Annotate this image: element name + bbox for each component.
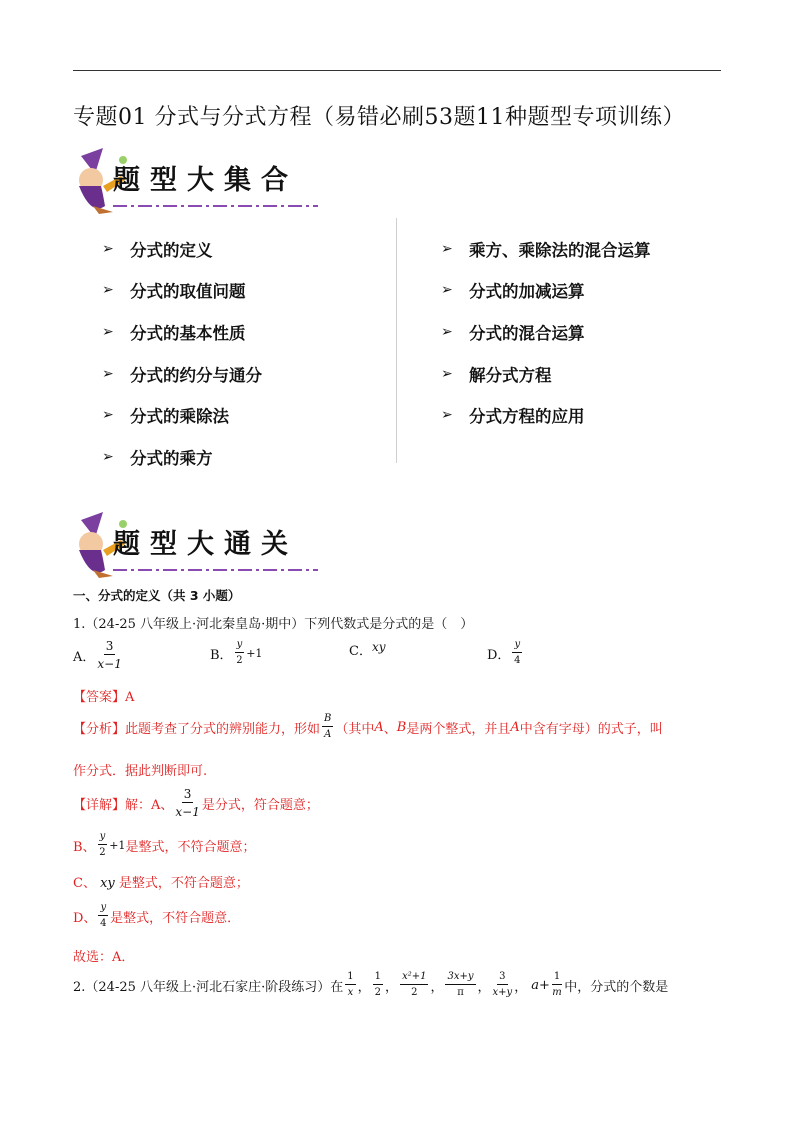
toc-right-column [441, 228, 651, 436]
toc-item-label: 解分式方程 [469, 365, 552, 385]
arrow-icon: ➢ [441, 407, 453, 424]
answer-label: 【答案】A [73, 690, 135, 705]
banner-collection-label: 题型大集合 [113, 165, 298, 196]
toc-item-label: 分式的约分与通分 [130, 365, 262, 385]
detail-line-c: C、 xy 是整式，不符合题意； [73, 876, 249, 891]
fraction: $\frac{y}{4}$ [514, 639, 521, 666]
fraction: $\frac{y}{2}$ [236, 639, 243, 666]
arrow-icon: ➢ [102, 407, 114, 424]
banner-underline [113, 204, 318, 208]
toc-item[interactable] [441, 311, 651, 353]
banner-collection [73, 146, 313, 218]
toc-item[interactable] [102, 228, 262, 270]
detail-line-b: B、 $\frac{y}{2}$ +1 是整式，不符合题意； [73, 831, 256, 858]
analysis-line-1: 【分析】此题考查了分式的辨别能力，形如 $\frac{B}{A}$ （其中 A 、 B 是两个整式，并且 A 中含有字母）的式子，叫 [73, 713, 663, 740]
toc-item[interactable] [102, 311, 262, 353]
arrow-icon: ➢ [102, 240, 114, 257]
arrow-icon: ➢ [102, 448, 114, 465]
fraction: $\frac{3}{x-1}$ [97, 639, 122, 671]
question-1-stem: 1.（24-25 八年级上·河北秦皇岛·期中）下列代数式是分式的是（ ） [73, 617, 474, 632]
banner-practice [73, 510, 313, 582]
fraction: $\frac{3}{x-1}$ [175, 787, 200, 819]
option-d[interactable]: D． $\frac{y}{4}$ [487, 639, 521, 666]
toc-item-label: 分式的混合运算 [469, 323, 585, 343]
toc-item-label: 乘方、乘除法的混合运算 [469, 240, 651, 260]
option-a[interactable]: A． $\frac{3}{x-1}$ [73, 639, 122, 671]
fraction: $\frac{1}{2}$ [374, 971, 382, 998]
toc-item-label: 分式的基本性质 [130, 323, 246, 343]
arrow-icon: ➢ [441, 240, 453, 257]
fraction: $\frac{1}{m}$ [552, 971, 562, 998]
fraction: $\frac{y}{2}$ [99, 831, 106, 858]
toc-item[interactable] [441, 394, 651, 436]
toc-item-label: 分式的定义 [130, 240, 213, 260]
page-title: 专题01 分式与分式方程（易错必刷53题11种题型专项训练） [73, 105, 685, 130]
option-b[interactable]: B． $\frac{y}{2}$ +1 [210, 639, 263, 666]
toc-item[interactable] [102, 394, 262, 436]
toc-item-label: 分式的乘方 [130, 448, 213, 468]
fraction: $\frac{y}{4}$ [100, 902, 107, 929]
toc-item-label: 分式方程的应用 [469, 407, 585, 427]
banner-underline [113, 568, 318, 572]
arrow-icon: ➢ [441, 323, 453, 340]
toc-divider [396, 218, 397, 463]
arrow-icon: ➢ [102, 323, 114, 340]
option-c[interactable]: C． xy [349, 639, 386, 659]
fraction: $\frac{B}{A}$ [324, 713, 332, 740]
header-rule [73, 70, 721, 71]
toc-item-label: 分式的取值问题 [130, 282, 246, 302]
toc-item-label: 分式的乘除法 [130, 407, 229, 427]
arrow-icon: ➢ [441, 282, 453, 299]
toc-item[interactable] [441, 353, 651, 395]
toc-item[interactable] [102, 436, 262, 478]
toc-item[interactable] [102, 270, 262, 312]
banner-practice-label: 题型大通关 [113, 529, 298, 560]
choose-answer: 故选：A． [73, 950, 135, 965]
analysis-line-2: 作分式．据此判断即可. [73, 764, 208, 779]
arrow-icon: ➢ [102, 282, 114, 299]
fraction: $\frac{3}{x+y}$ [492, 971, 513, 998]
arrow-icon: ➢ [102, 365, 114, 382]
section-title: 一、分式的定义（共 3 小题） [73, 588, 241, 603]
detail-line-d: D、 $\frac{y}{4}$ 是整式，不符合题意． [73, 902, 241, 929]
fraction: $\frac{1}{x}$ [347, 971, 354, 998]
fraction: $\frac{\text{x²+1}}{2}$ [402, 971, 427, 998]
toc-item[interactable] [441, 270, 651, 312]
detail-line-a: 【详解】解：A、 $\frac{3}{x-1}$ 是分式，符合题意； [73, 787, 319, 819]
fraction: $\frac{3x+y}{\pi}$ [447, 971, 474, 998]
toc-item[interactable] [102, 353, 262, 395]
toc-item[interactable] [441, 228, 651, 270]
question-2-stem: 2.（24-25 八年级上·河北石家庄·阶段练习）在 $\frac{1}{x}$ ， $\frac{1}{2}$ ， $\frac{\text{x²+1}}{2}$ ， $\frac{3x+y}{\pi}$ ， $\frac{3}{x+y}$ ， a+ $\frac{1}{m}$ 中，分式的个数是 [73, 971, 669, 998]
toc-left-column [102, 228, 262, 478]
toc-item-label: 分式的加减运算 [469, 282, 585, 302]
arrow-icon: ➢ [441, 365, 453, 382]
